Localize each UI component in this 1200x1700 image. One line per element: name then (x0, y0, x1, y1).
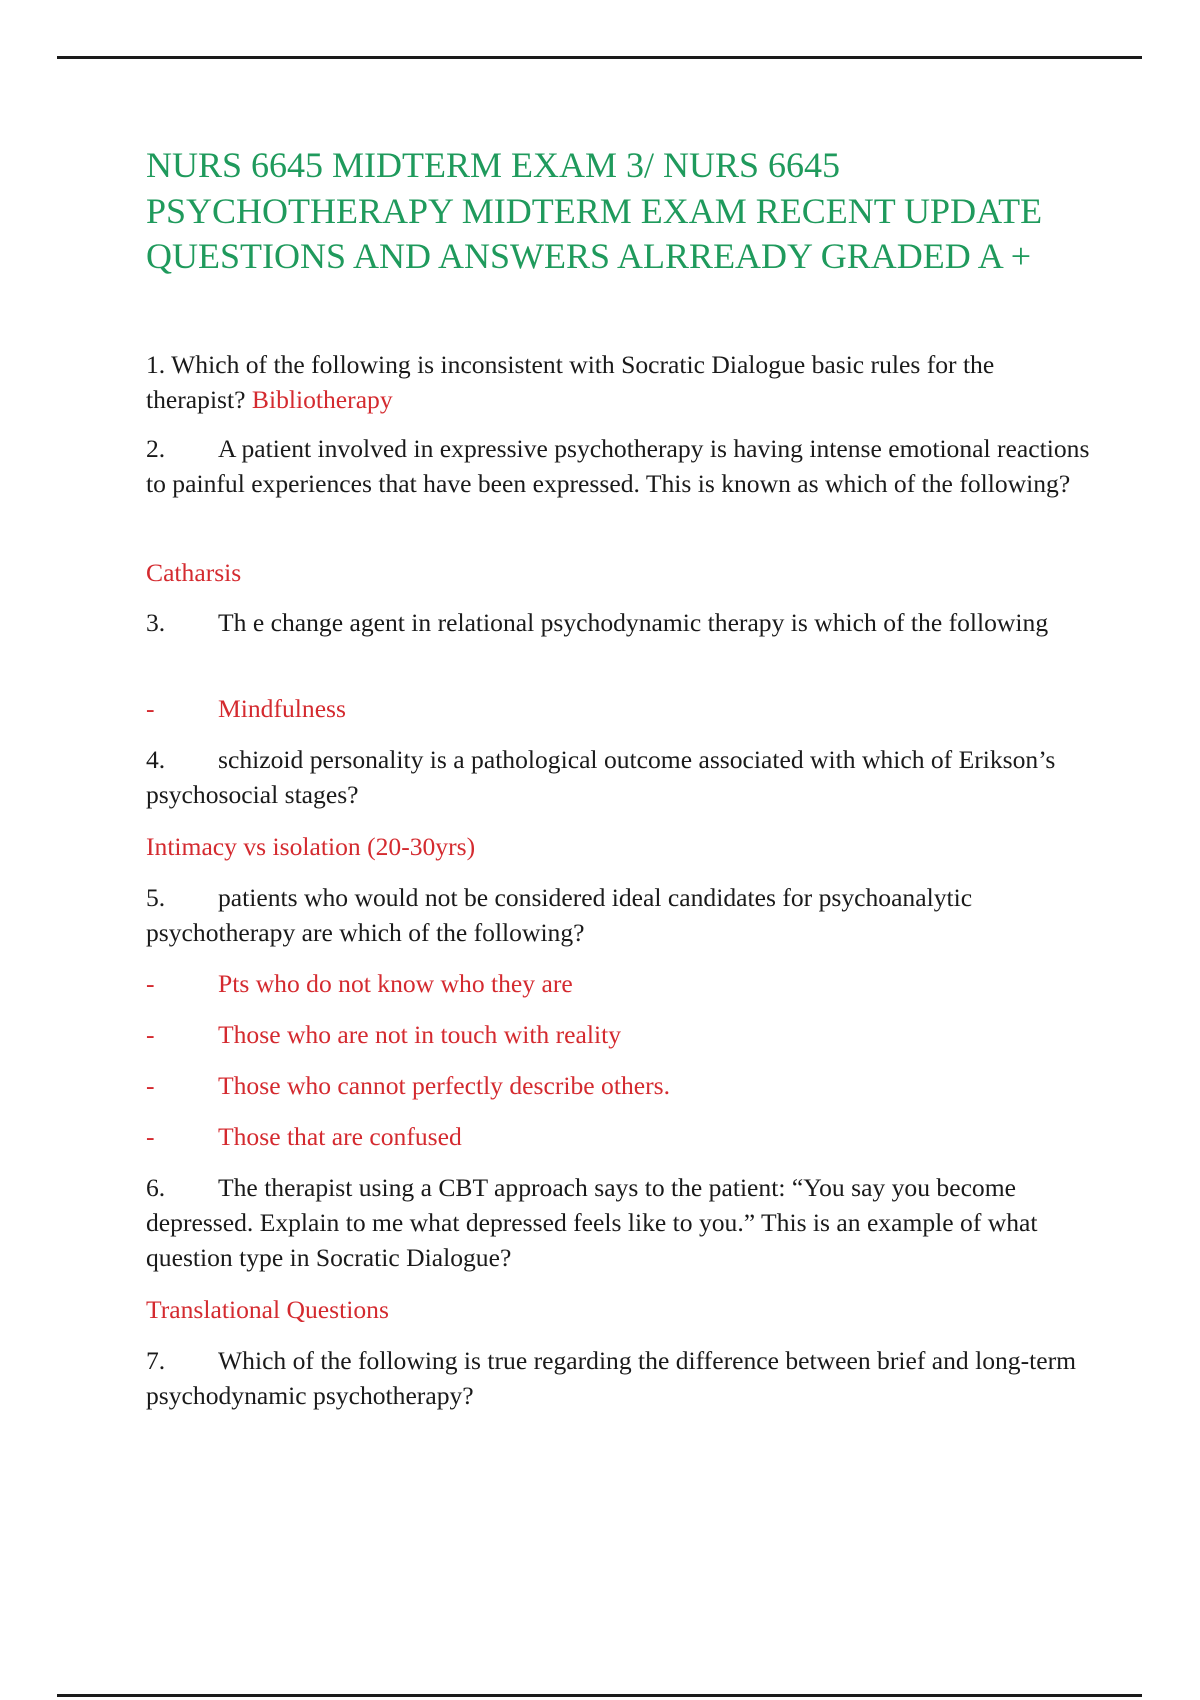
top-rule (57, 56, 1142, 59)
document-title: NURS 6645 MIDTERM EXAM 3/ NURS 6645 PSYCHOTHERAPY MIDTERM EXAM RECENT UPDATE QUESTIONS AND ANSWERS ALRREADY GRADED A + (146, 145, 1043, 276)
bullet: - (146, 969, 155, 998)
question-3 (146, 605, 1091, 640)
question-text: schizoid personality is a pathological outcome associated with which of Erikson’s psychosocial stages? (146, 745, 1056, 809)
question-text: Which of the following is inconsistent with Socratic Dialogue basic rules for the therapist? (146, 350, 995, 414)
question-7 (146, 1343, 1091, 1413)
question-text: Th e change agent in relational psychodynamic therapy is which of the following (218, 608, 1049, 637)
question-number: 2. (146, 434, 166, 463)
answer-5-1 (146, 966, 1091, 1001)
question-number: 5. (146, 883, 166, 912)
answer-5-3 (146, 1068, 1091, 1103)
answer: Pts who do not know who they are (218, 969, 573, 998)
answer: Those who are not in touch with reality (218, 1020, 622, 1049)
answer: Mindfulness (218, 694, 346, 723)
bullet: - (146, 694, 155, 723)
answer-5-4 (146, 1119, 1091, 1154)
answer-3 (146, 691, 1091, 726)
question-text: A patient involved in expressive psychotherapy is having intense emotional reactions to painful experiences that have been expressed. This is known as which of the following? (146, 434, 1090, 498)
question-number: 1. (146, 350, 166, 379)
answer: Those that are confused (218, 1122, 462, 1151)
question-1 (146, 347, 1091, 417)
answer-5-2 (146, 1017, 1091, 1052)
question-number: 3. (146, 608, 166, 637)
question-number: 7. (146, 1346, 166, 1375)
answer-2: Catharsis (146, 558, 242, 587)
question-4 (146, 742, 1091, 812)
question-6 (146, 1170, 1091, 1275)
question-text: Which of the following is true regarding the difference between brief and long-term psychodynamic psychotherapy? (146, 1346, 1077, 1410)
question-text: The therapist using a CBT approach says to the patient: “You say you become depressed. Explain to me what depressed feels like to you.” This is an example of what question type in Socratic Dialogue? (146, 1173, 1038, 1272)
answer: Bibliotherapy (251, 385, 393, 414)
bottom-rule (57, 1694, 1142, 1697)
question-text: patients who would not be considered ideal candidates for psychoanalytic psychotherapy are which of the following? (146, 883, 973, 947)
bullet: - (146, 1020, 155, 1049)
question-number: 4. (146, 745, 166, 774)
answer: Those who cannot perfectly describe others. (218, 1071, 670, 1100)
bullet: - (146, 1071, 155, 1100)
answer-4: Intimacy vs isolation (20-30yrs) (146, 832, 476, 861)
bullet: - (146, 1122, 155, 1151)
question-5 (146, 880, 1091, 950)
answer-6: Translational Questions (146, 1295, 389, 1324)
question-number: 6. (146, 1173, 166, 1202)
question-2 (146, 431, 1091, 501)
